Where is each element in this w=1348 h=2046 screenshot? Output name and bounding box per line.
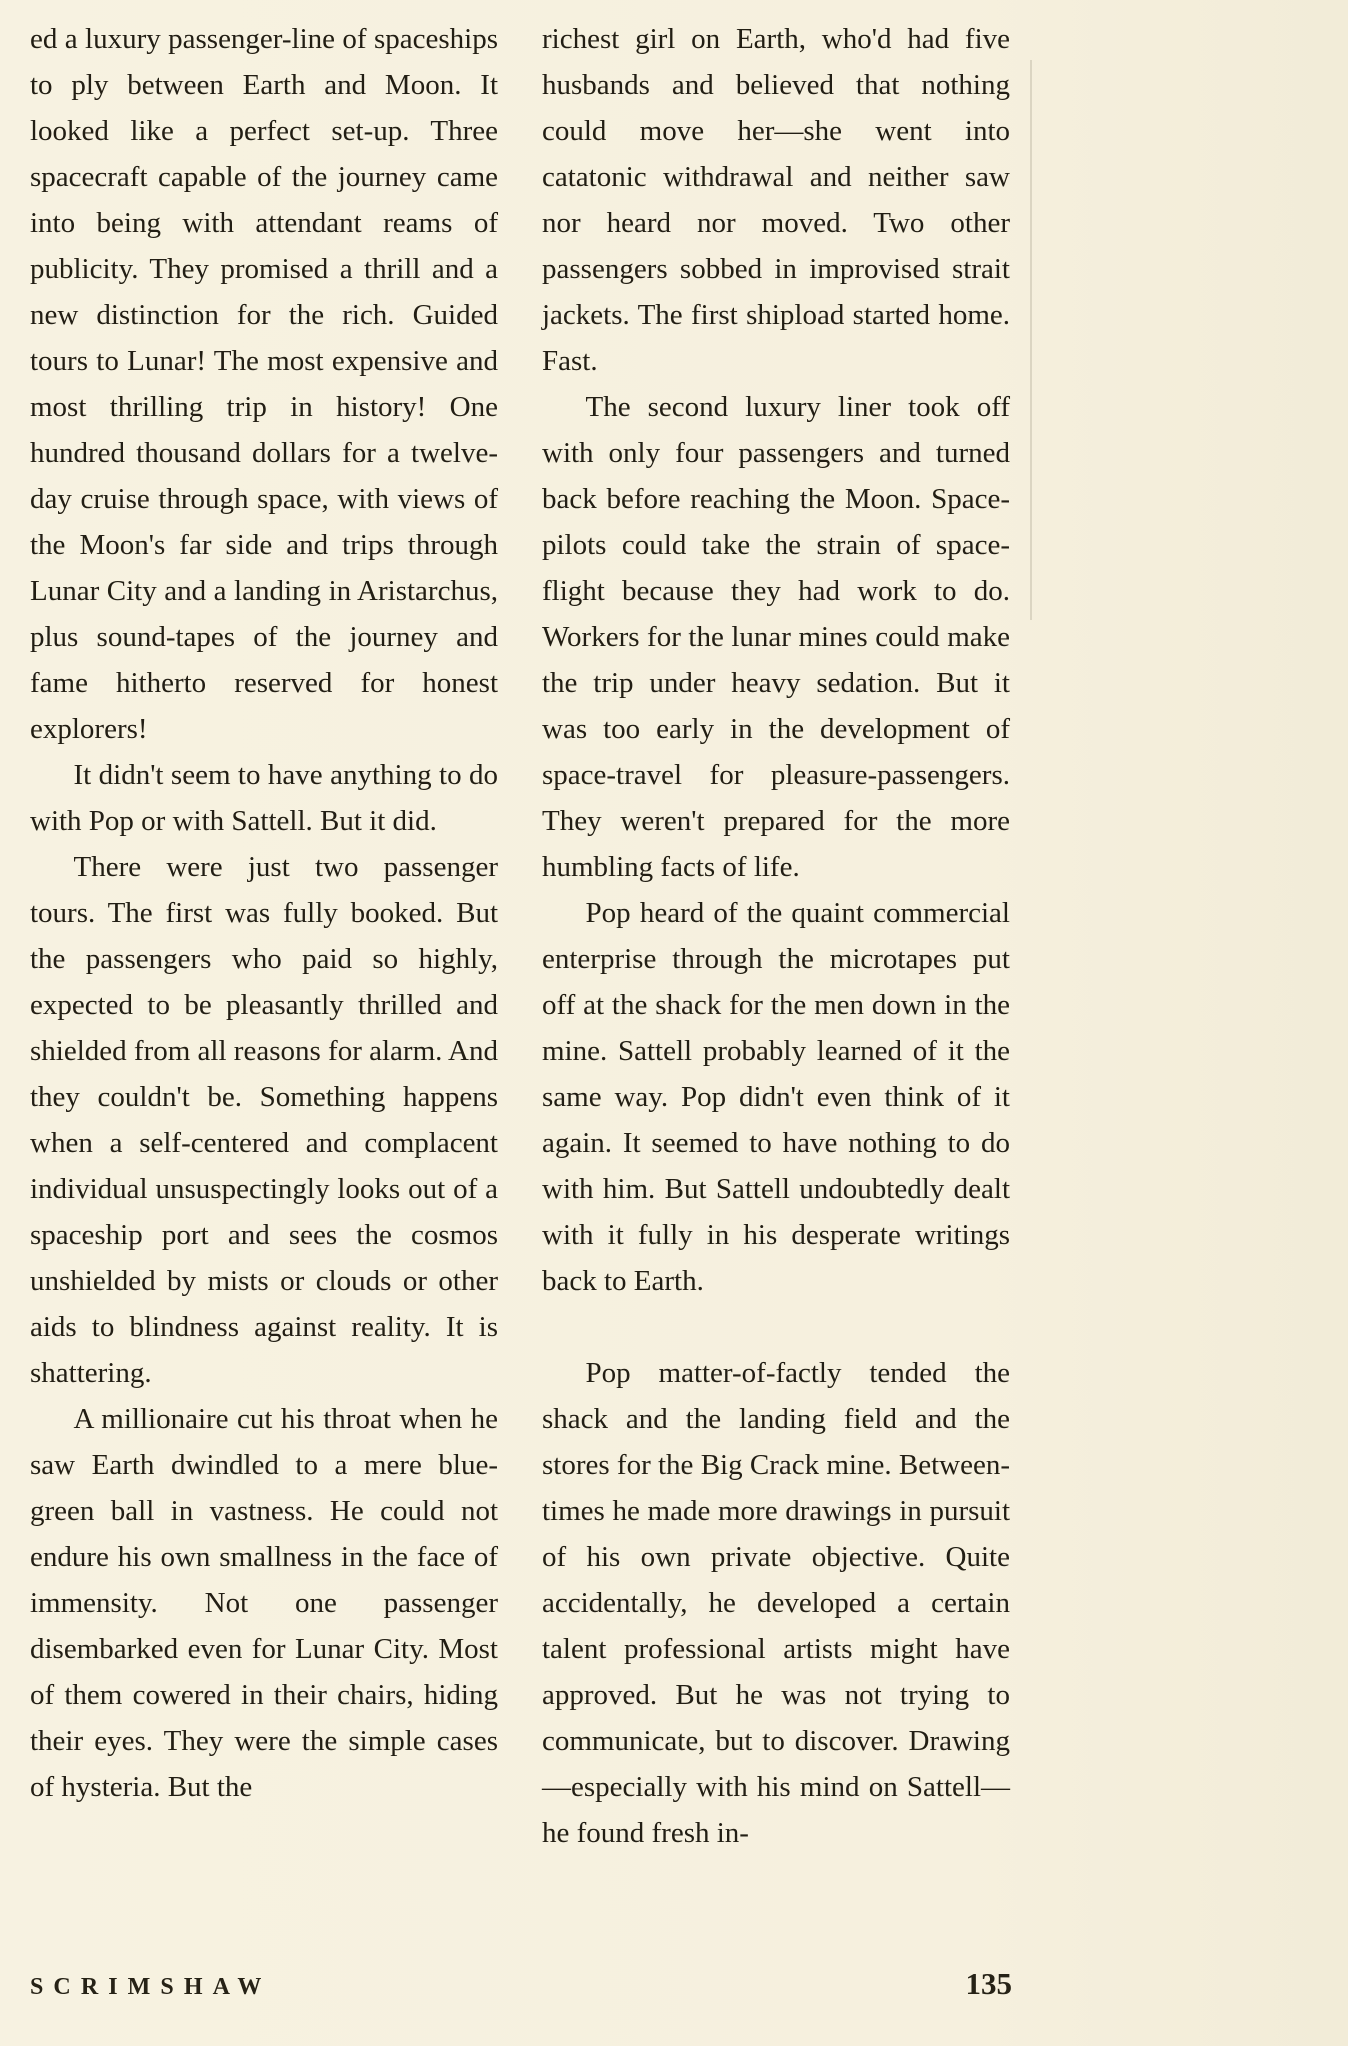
paragraph: There were just two passenger tours. The first was fully booked. But the passengers who paid so highly, expected to be pleasantly thrilled and shielded from all reasons for alarm. And they couldn't be. Something happens when a self-centered and complacent individual unsuspectingly looks out of a spaceship port and sees the cosmos unshielded by mists or clouds or other aids to blindness against reality. It is shattering. — [30, 851, 498, 1389]
paragraph: A millionaire cut his throat when he saw Earth dwindled to a mere blue-green ball in vastness. He could not endure his own smallness in the face of immensity. Not one passenger disembarked even for Lunar City. Most of them cowered in their chairs, hiding their eyes. They were the simple cases of hysteria. But the — [30, 1403, 498, 1803]
scan-artifact-line — [1030, 60, 1032, 620]
paragraph: ed a luxury passenger-line of spaceships to ply between Earth and Moon. It looked like a perfect set-up. Three spacecraft capable of the journey came into being with attendant reams of publicity. They promised a thrill and a new distinction for the rich. Guided tours to Lunar! The most expensive and most thrilling trip in history! One hundred thousand dollars for a twelve-day cruise through space, with views of the Moon's far side and trips through Lunar City and a landing in Aristarchus, plus sound-tapes of the journey and fame hitherto reserved for honest explorers! — [30, 23, 498, 745]
paragraph: It didn't seem to have anything to do with Pop or with Sattell. But it did. — [30, 759, 498, 837]
left-column — [30, 16, 498, 1856]
paragraph: Pop matter-of-factly tended the shack and the landing field and the stores for the Big Crack mine. Between-times he made more drawings in pursuit of his own private objective. Quite accidentally, he developed a certain talent professional artists might have approved. But he was not trying to communicate, but to discover. Drawing—especially with his mind on Sattell—he found fresh in- — [542, 1357, 1010, 1849]
paragraph: The second luxury liner took off with only four passengers and turned back before reaching the Moon. Space-pilots could take the strain of space-flight because they had work to do. Workers for the lunar mines could make the trip under heavy sedation. But it was too early in the development of space-travel for pleasure-passengers. They weren't prepared for the more humbling facts of life. — [542, 391, 1010, 883]
paragraph: Pop heard of the quaint commercial enterprise through the microtapes put off at the shack for the men down in the mine. Sattell probably learned of it the same way. Pop didn't even think of it again. It seemed to have nothing to do with him. But Sattell undoubtedly dealt with it fully in his desperate writings back to Earth. — [542, 897, 1010, 1297]
running-title: SCRIMSHAW — [30, 1974, 272, 2000]
page-footer — [30, 1966, 1012, 2002]
page-number: 135 — [965, 1966, 1012, 2001]
text-columns — [30, 16, 1348, 1856]
paragraph: richest girl on Earth, who'd had five husbands and believed that nothing could move her—she went into catatonic withdrawal and neither saw nor heard nor moved. Two other passengers sobbed in improvised strait jackets. The first shipload started home. Fast. — [542, 23, 1010, 377]
right-column — [542, 16, 1010, 1856]
